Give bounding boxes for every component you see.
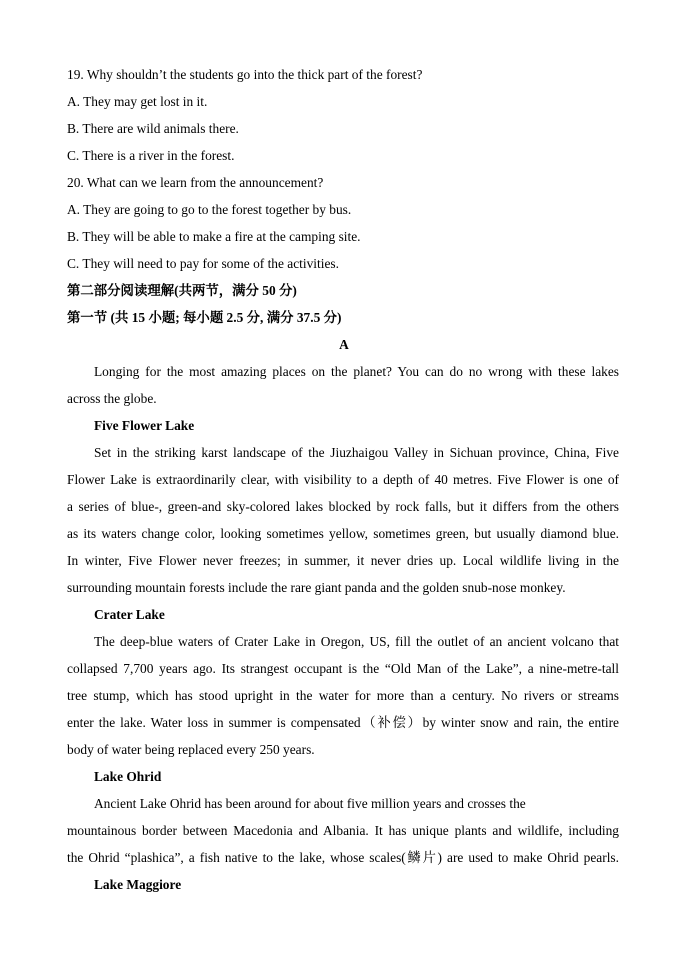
question-19-option-c: C. There is a river in the forest. [67, 148, 235, 163]
question-19: 19. Why shouldn’t the students go into the thick part of the forest? [67, 67, 423, 82]
question-20-option-a: A. They are going to go to the forest together by bus. [67, 202, 352, 217]
passage-letter: A [339, 337, 349, 352]
lake-heading-maggiore: Lake Maggiore [94, 877, 182, 892]
paragraph-line: collapsed 7,700 years ago. Its strangest occupant is the “Old Man of the Lake”, a nine-metre-tall [67, 661, 619, 676]
paragraph-line: Ancient Lake Ohrid has been around for about five million years and crosses the [94, 796, 526, 811]
paragraph-line: a series of blue-, green-and sky-colored lakes blocked by rock falls, but it differs from the others [67, 499, 619, 514]
paragraph-line: as its waters change color, looking sometimes yellow, sometimes green, but usually diamond blue. [67, 526, 619, 541]
intro-line: Longing for the most amazing places on the planet? You can do no wrong with these lakes [94, 364, 619, 379]
lake-heading-five-flower: Five Flower Lake [94, 418, 195, 433]
paragraph-line: surrounding mountain forests include the rare giant panda and the golden snub-nose monkey. [67, 580, 566, 595]
lake-heading-crater: Crater Lake [94, 607, 165, 622]
paragraph-line: mountainous border between Macedonia and Albania. It has unique plants and wildlife, including [67, 823, 619, 838]
question-19-option-a: A. They may get lost in it. [67, 94, 208, 109]
paragraph-line: the Ohrid “plashica”, a fish native to the lake, whose scales(鳞片) are used to make Ohrid pearls. [67, 850, 619, 865]
question-20-option-c: C. They will need to pay for some of the activities. [67, 256, 339, 271]
question-20: 20. What can we learn from the announcement? [67, 175, 324, 190]
paragraph-line: enter the lake. Water loss in summer is compensated（补偿）by winter snow and rain, the entire [67, 715, 619, 730]
intro-line: across the globe. [67, 391, 157, 406]
question-19-option-b: B. There are wild animals there. [67, 121, 239, 136]
lake-heading-ohrid: Lake Ohrid [94, 769, 162, 784]
paragraph-line: In winter, Five Flower never freezes; in summer, it never dries up. Local wildlife living in the [67, 553, 619, 568]
paragraph-line: tree stump, which has stood upright in the water for more than a century. No rivers or streams [67, 688, 619, 703]
sub-heading: 第一节 (共 15 小题; 每小题 2.5 分, 满分 37.5 分) [67, 310, 342, 325]
paragraph-line: body of water being replaced every 250 years. [67, 742, 315, 757]
paragraph-line: Flower Lake is extraordinarily clear, with visibility to a depth of 40 metres. Five Flower is one of [67, 472, 619, 487]
part-heading: 第二部分阅读理解(共两节，满分 50 分) [67, 283, 297, 298]
paragraph-line: The deep-blue waters of Crater Lake in Oregon, US, fill the outlet of an ancient volcano that [94, 634, 619, 649]
question-20-option-b: B. They will be able to make a fire at the camping site. [67, 229, 361, 244]
paragraph-line: Set in the striking karst landscape of the Jiuzhaigou Valley in Sichuan province, China, Five [94, 445, 619, 460]
